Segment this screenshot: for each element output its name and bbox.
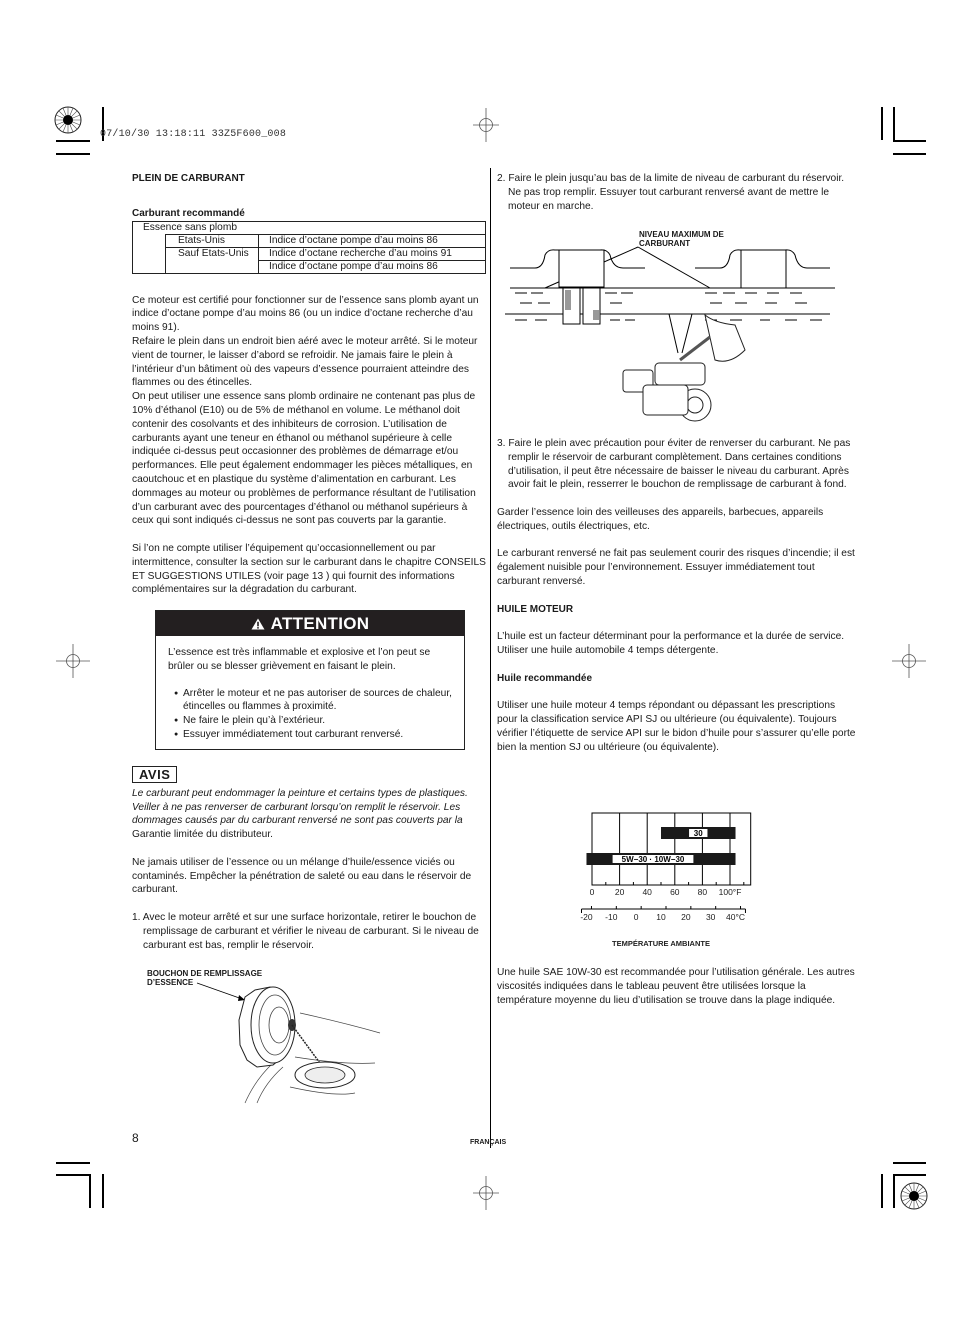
right-column [497, 172, 857, 213]
bar-label: 30 [693, 829, 703, 838]
bar-label: 5W−30 · 10W−30 [621, 855, 685, 864]
crop-mark [102, 1174, 104, 1208]
tick-label-f: 80 [697, 887, 708, 897]
tick-label-c: 10 [656, 912, 666, 922]
attention-title: ATTENTION [270, 614, 370, 633]
crosshair-mark-left [56, 644, 90, 678]
fuel-table [132, 221, 486, 274]
left-column [132, 172, 488, 597]
crop-mark [881, 107, 883, 140]
tick-label-f: 60 [670, 887, 680, 897]
section-title-fuel: PLEIN DE CARBURANT [132, 173, 245, 184]
tick-label-f: 100°F [718, 887, 742, 897]
avis-plain-text: Garantie limitée du distributeur. [132, 829, 273, 841]
attention-bullet-list [168, 687, 452, 742]
fuel-level-label: NIVEAU MAXIMUM DE CARBURANT [639, 230, 724, 248]
crop-mark [56, 1174, 90, 1176]
fuel-spec-cell: Indice d’octane pompe d’au moins 86 [259, 234, 486, 247]
attention-header [156, 611, 464, 636]
attention-warning-box [155, 610, 465, 750]
chart-frame [592, 813, 751, 885]
paragraph-ethanol: On peut utiliser une essence sans plomb ordinaire ne contenant pas plus de 10% d’éthanol (E10) ou de 5% de méthanol en volume. Le méthanol doit contenir des cosolvants et des inhibiteurs de corrosion. L’utilisation de carburants ayant une teneur en éthanol ou méthanol supérieure à celle indiquée ci-dessus peut occasionner des problèmes de démarrage et/ou performances. Elle peut également endommager les pièces métalliques, en caoutchouc et en plastique du système d’alimentation en carburant. Les dommages au moteur ou problèmes de performance résultant de l’utilisation d’un carburant avec des pourcentages d’éthanol ou méthanol supérieurs à ceux qui sont indiqués ci-dessus ne sont pas couverts par la garantie. [132, 391, 476, 527]
tick-label-f: 20 [614, 887, 625, 897]
crop-mark [893, 1174, 895, 1208]
paragraph-sae: Une huile SAE 10W-30 est recommandée pour l’utilisation générale. Les autres viscosités indiquées dans le tableau peuvent être utilisées lorsque la température moyenne du lieu d’utilisation se trouve dans la plage indiquée. [497, 967, 855, 1006]
fuel-spec-cell: Indice d’octane pompe d’au moins 86 [259, 260, 486, 273]
crop-mark [56, 153, 90, 155]
page-number: 8 [132, 1131, 139, 1145]
crop-mark [893, 107, 895, 141]
avis-notice-badge: AVIS [132, 766, 177, 783]
crop-mark [893, 153, 926, 155]
section-title-oil: HUILE MOTEUR [497, 603, 574, 615]
table-row [133, 221, 486, 234]
avis-italic-text: Le carburant peut endommager la peinture et certains types de plastiques. Veiller à ne pas renverser de carburant lorsqu’on remplit le réservoir. Les dommages causés par du carburant renversé ne sont pas couverts par la [132, 787, 468, 827]
crop-mark [893, 1174, 926, 1176]
fuel-table-header: Essence sans plomb [133, 221, 486, 234]
crosshair-mark-top [473, 108, 499, 142]
print-stamp: 07/10/30 13:18:11 33Z5F600_008 [100, 129, 287, 140]
fuel-cap-illustration [195, 975, 390, 1105]
paragraph-contaminated: Ne jamais utiliser de l’essence ou un mélange d’huile/essence viciés ou contaminés. Empêcher la pénétration de saleté ou eau dans le réservoir de carburant. [132, 856, 472, 896]
paragraph-keep-away: Garder l’essence loin des veilleuses des appareils, barbecues, appareils électriques, outils électriques, etc. [497, 506, 824, 532]
registration-mark-top-left [52, 104, 84, 136]
crop-mark [881, 1174, 883, 1208]
footer-language: FRANÇAIS [470, 1139, 507, 1146]
fuel-region-cell: Sauf Etats-Unis [166, 247, 259, 273]
right-column-middle [497, 437, 857, 754]
step-2: 2. Faire le plein jusqu’au bas de la limite de niveau de carburant du réservoir. Ne pas trop remplir. Essuyer tout carburant renversé avant de mettre le moteur en marche. [497, 173, 845, 212]
list-item: ● Arrêter le moteur et ne pas autoriser de sources de chaleur, étincelles ou flammes à proximité. [174, 687, 452, 715]
table-row [133, 234, 486, 247]
fuel-subtitle: Carburant recommandé [132, 207, 245, 219]
list-item: ● Ne faire le plein qu’à l’extérieur. [174, 714, 452, 728]
fuel-cap-label: BOUCHON DE REMPLISSAGE D’ESSENCE [147, 969, 263, 987]
paragraph-oil-spec: Utiliser une huile moteur 4 temps répondant ou dépassant les prescriptions pour la classification service API SJ ou ultérieure (ou équivalente). Toujours vérifier l’étiquette de service API sur le bidon d’huile pour s’assurer qu’elle porte bien la mention SJ ou ultérieure (ou équivalente). [497, 700, 856, 753]
list-item: ● Essuyer immédiatement tout carburant renversé. [174, 728, 452, 742]
paragraph-certified: Ce moteur est certifié pour fonctionner sur de l’essence sans plomb ayant un indice d’octane pompe d’au moins 86 (ou un indice d’octane recherche d’au moins 91). [132, 294, 479, 334]
paragraph-occasional-use: Si l’on ne compte utiliser l’équipement qu’occasionnellement ou par intermittence, consulter la section sur le carburant dans le chapitre CONSEILS ET SUGGESTIONS UTILES (voir page 13 ) qui fournit des informations complémentaires sur la dégradation du carburant. [132, 542, 486, 596]
paragraph-refuel-place: Refaire le plein dans un endroit bien aéré avec le moteur arrêté. Si le moteur vient de tourner, le laisser d’abord se refroidir. Ne jamais faire le plein à l’intérieur d’un bâtiment où des vapeurs d’essence pourraient atteindre des flammes ou des étincelles. [132, 335, 478, 389]
crop-mark [893, 140, 926, 142]
oil-viscosity-chart [570, 808, 770, 953]
step-3: 3. Faire le plein avec précaution pour éviter de renverser du carburant. Ne pas remplir le réservoir de carburant complètement. Dans certaines conditions d’utilisation, il peut être nécessaire de baisser le niveau du carburant. Après avoir fait le plein, resserrer le bouchon de remplissage de carburant à fond. [497, 438, 851, 491]
x-axis-label: TEMPÉRATURE AMBIANTE [612, 939, 710, 948]
crosshair-mark-right [892, 644, 926, 678]
crop-mark [893, 1162, 926, 1164]
tick-label-c: 30 [705, 912, 716, 922]
tick-label-f: 40 [642, 887, 652, 897]
tick-label-c: -20 [580, 912, 593, 922]
crop-mark [89, 1174, 91, 1208]
crop-mark [56, 1162, 90, 1164]
oil-subtitle: Huile recommandée [497, 672, 593, 684]
crop-mark [56, 140, 90, 142]
tick-label-f: 0 [589, 887, 595, 897]
registration-mark-bottom-right [898, 1180, 930, 1212]
tick-label-c: 0 [633, 912, 639, 922]
left-column-lower [132, 766, 488, 952]
warning-triangle-icon [251, 618, 265, 630]
fuel-spec-cell: Indice d’octane recherche d’au moins 91 [259, 247, 486, 260]
attention-intro: L’essence est très inflammable et explosive et l’on peut se brûler ou se blesser grièvement en faisant le plein. [168, 647, 431, 672]
paragraph-oil: L’huile est un facteur déterminant pour la performance et la durée de service. Utiliser une huile automobile 4 temps détergente. [497, 631, 845, 656]
tick-label-c: -10 [605, 912, 618, 922]
tick-label-c: 20 [681, 912, 691, 922]
step-1: 1. Avec le moteur arrêté et sur une surface horizontale, retirer le bouchon de remplissage de carburant et vérifier le niveau de carburant. Si le niveau de carburant est bas, remplir le réservoir. [132, 911, 479, 951]
paragraph-spilled-fuel: Le carburant renversé ne fait pas seulement courir des risques d’incendie; il est également nuisible pour l’environnement. Essuyer immédiatement tout carburant renversé. [497, 548, 855, 587]
tick-label-c: 40°C [726, 912, 746, 922]
right-column-bottom [497, 966, 857, 1007]
column-divider [490, 168, 491, 1148]
table-row [133, 247, 486, 260]
fuel-region-cell: Etats-Unis [166, 234, 259, 247]
fuel-level-illustration [505, 245, 835, 430]
crosshair-mark-bottom [473, 1176, 499, 1210]
